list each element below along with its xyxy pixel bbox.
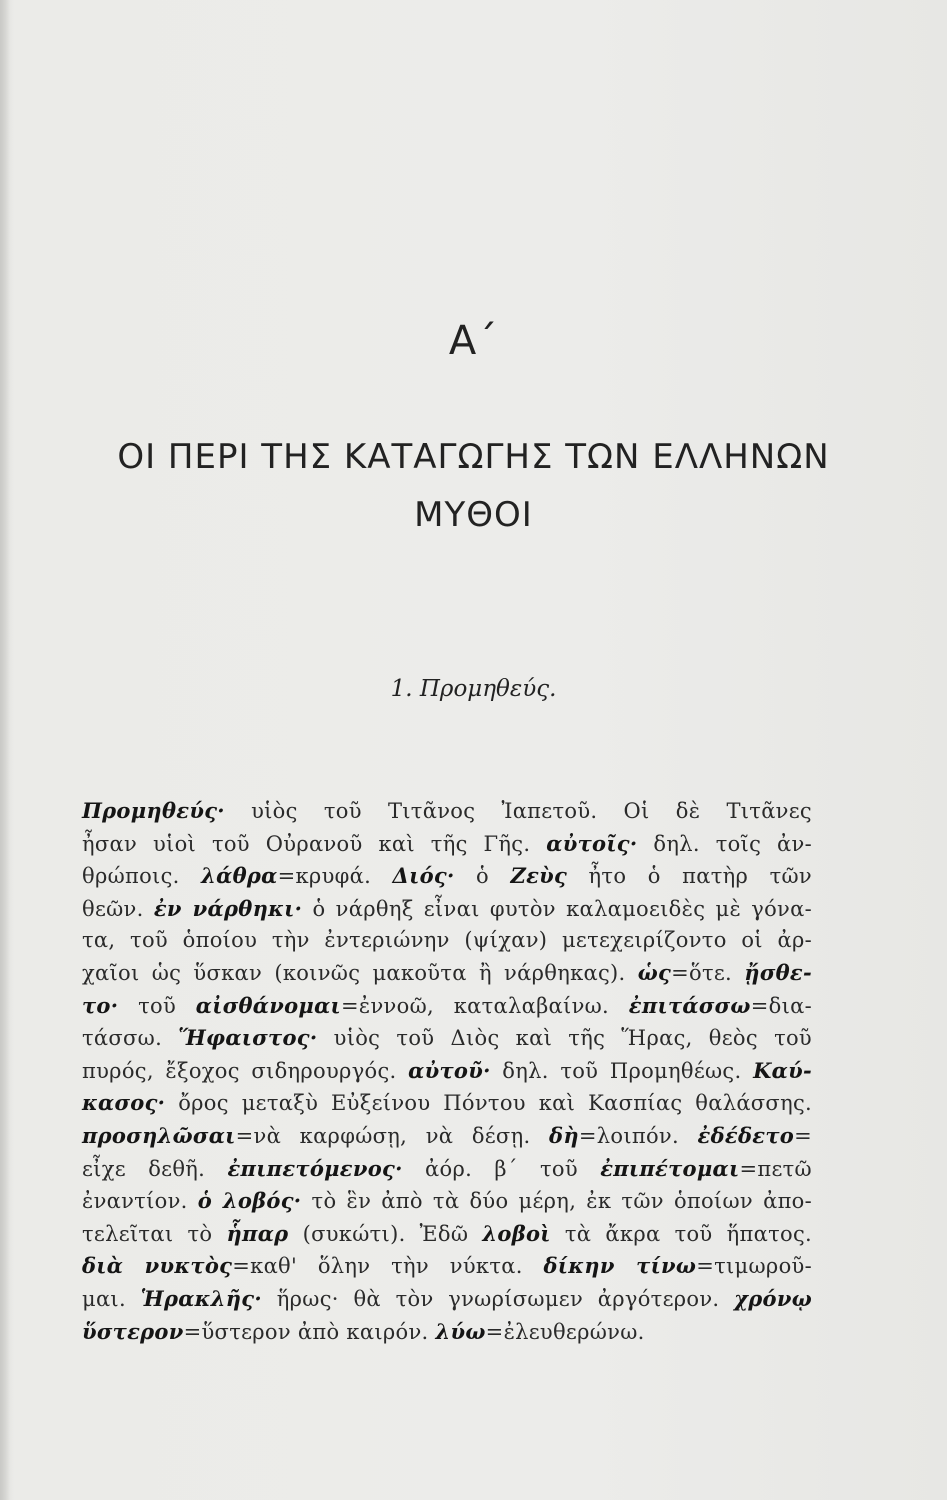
glossary-term: ἧπαρ (226, 1220, 289, 1246)
glossary-term: Καύ- (753, 1057, 812, 1083)
glossary-text-segment: ἦσαν υἱοὶ τοῦ Οὐρανοῦ καὶ τῆς Γῆς. (82, 831, 547, 856)
glossary-term: αἰσθάνομαι (195, 992, 342, 1018)
chapter-title-line-2: ΜΥΘΟΙ (414, 495, 533, 535)
glossary-text-segment: ἥρως· θὰ τὸν γνωρίσωμεν ἀργότερον. (262, 1286, 735, 1311)
text-line (82, 795, 812, 828)
glossary-text-segment: ὄρος μεταξὺ Εὐξείνου Πόντου καὶ Κασπίας θαλάσσης. (165, 1091, 812, 1116)
glossary-text-segment: =ἐλευθερώνω. (485, 1319, 645, 1344)
text-line (82, 893, 812, 926)
glossary-term: ἐπιπέτομαι (600, 1155, 740, 1181)
glossary-term: αὐτοῦ· (408, 1057, 491, 1083)
glossary-text-segment: =νὰ καρφώσῃ, νὰ δέσῃ. (235, 1123, 550, 1148)
glossary-term: ὕστερον (82, 1318, 184, 1344)
chapter-letter: Α΄ (448, 318, 499, 364)
chapter-title-line-1: ΟΙ ΠΕΡΙ ΤΗΣ ΚΑΤΑΓΩΓΗΣ ΤΩΝ ΕΛΛΗΝΩΝ (117, 437, 830, 477)
page-spine-shadow (0, 0, 10, 1500)
glossary-term: ἐπιπετόμενος· (227, 1155, 403, 1181)
glossary-term: ᾔσθε- (744, 959, 813, 985)
glossary-text-segment: πυρός, ἔξοχος σιδηρουργός. (82, 1058, 409, 1083)
glossary-term: ὁ λοβός· (197, 1188, 302, 1214)
glossary-term: κασος· (82, 1090, 166, 1116)
glossary-term: δὴ (549, 1122, 579, 1148)
text-line (82, 1218, 812, 1251)
text-line (82, 990, 812, 1023)
text-line (82, 1283, 812, 1316)
glossary-term: ἐν νάρθηκι· (153, 895, 303, 921)
glossary-term: διὰ νυκτὸς (82, 1253, 233, 1279)
glossary-text-segment: =τιμωροῦ- (696, 1254, 812, 1279)
glossary-text (82, 795, 812, 1348)
glossary-text-segment: =δια- (750, 993, 812, 1018)
glossary-text-segment: τοῦ (118, 993, 196, 1018)
glossary-term: χρόνῳ (734, 1285, 812, 1311)
glossary-term: Ἥφαιστος· (178, 1025, 318, 1051)
glossary-text-segment: =ὅτε. (671, 960, 745, 985)
glossary-text-segment: τὸ ἓν ἀπὸ τὰ δύο μέρη, ἐκ τῶν ὁποίων ἀπο- (301, 1189, 813, 1214)
glossary-text-segment: =ἐννοῶ, καταλαβαίνω. (341, 993, 629, 1018)
text-line (82, 1055, 812, 1088)
glossary-text-segment: θεῶν. (82, 896, 154, 921)
glossary-text-segment: (συκώτι). Ἐδῶ (288, 1221, 483, 1246)
text-line (82, 1316, 812, 1349)
glossary-text-segment: θρώποις. (82, 864, 202, 889)
glossary-term: λοβοὶ (482, 1220, 551, 1246)
text-line (82, 1153, 812, 1186)
glossary-term: δίκην τίνω (543, 1253, 697, 1279)
text-line (82, 925, 812, 957)
text-line (82, 860, 812, 893)
glossary-term: το· (82, 992, 119, 1018)
text-line (82, 1087, 812, 1120)
glossary-term: Ζεὺς (510, 863, 568, 889)
text-line (82, 1185, 812, 1218)
glossary-text-segment: ὁ νάρθηξ εἶναι φυτὸν καλαμοειδὲς μὲ γόνα- (302, 896, 812, 921)
glossary-term: ἐδέδετο (697, 1122, 795, 1148)
glossary-text-segment: χαῖοι ὡς ὕσκαν (κοινῶς μακοῦτα ἢ νάρθηκας). (82, 960, 638, 985)
glossary-term: ἐπιτάσσω (628, 992, 751, 1018)
glossary-term: λάθρα (201, 863, 278, 889)
glossary-text-segment: δηλ. τοῖς ἀν- (637, 831, 812, 856)
glossary-term: Ἡρακλῆς· (140, 1285, 263, 1311)
glossary-text-segment: =κρυφά. (277, 864, 393, 889)
glossary-text-segment: ἦτο ὁ πατὴρ τῶν (567, 864, 812, 889)
glossary-term: Προμηθεύς· (82, 798, 225, 823)
glossary-text-segment: υἱὸς τοῦ Διὸς καὶ τῆς Ἥρας, θεὸς τοῦ (317, 1026, 812, 1051)
text-line (82, 1022, 812, 1055)
glossary-text-segment: μαι. (82, 1286, 141, 1311)
glossary-term: λύω (435, 1318, 486, 1344)
glossary-text-segment: =καθ' ὅλην τὴν νύκτα. (232, 1254, 544, 1279)
text-line (82, 957, 812, 990)
glossary-term: αὐτοῖς· (546, 830, 638, 856)
text-line (82, 828, 812, 861)
glossary-text-segment: δηλ. τοῦ Προμηθέως. (490, 1058, 754, 1083)
glossary-text-segment: ἐναντίον. (82, 1189, 198, 1214)
glossary-text-segment: ἀόρ. β΄ τοῦ (402, 1156, 601, 1181)
glossary-text-segment: τελεῖται τὸ (82, 1221, 227, 1246)
glossary-text-segment: εἶχε δεθῆ. (82, 1156, 228, 1181)
glossary-text-segment: = (794, 1123, 813, 1148)
glossary-text-segment: υἱὸς τοῦ Τιτᾶνος Ἰαπετοῦ. Οἱ δὲ Τιτᾶνες (224, 799, 812, 823)
glossary-text-segment: τὰ ἄκρα τοῦ ἥπατος. (550, 1221, 812, 1246)
text-line (82, 1250, 812, 1283)
glossary-text-segment: τάσσω. (82, 1026, 179, 1051)
glossary-term: Διός· (392, 863, 455, 889)
glossary-term: ὡς (637, 959, 672, 985)
glossary-text-segment: ὁ (454, 864, 511, 889)
glossary-term: προσηλῶσαι (82, 1122, 236, 1148)
glossary-text-segment: =πετῶ (739, 1156, 812, 1181)
glossary-text-segment: τα, τοῦ ὁποίου τὴν ἐντεριώνην (ψίχαν) μετεχειρίζοντο οἱ ἀρ- (82, 928, 812, 953)
section-title: 1. Προμηθεύς. (390, 676, 557, 702)
glossary-text-segment: =λοιπόν. (578, 1123, 698, 1148)
glossary-text-segment: =ὕστερον ἀπὸ καιρόν. (183, 1319, 436, 1344)
chapter-title (0, 428, 947, 544)
text-line (82, 1120, 812, 1153)
